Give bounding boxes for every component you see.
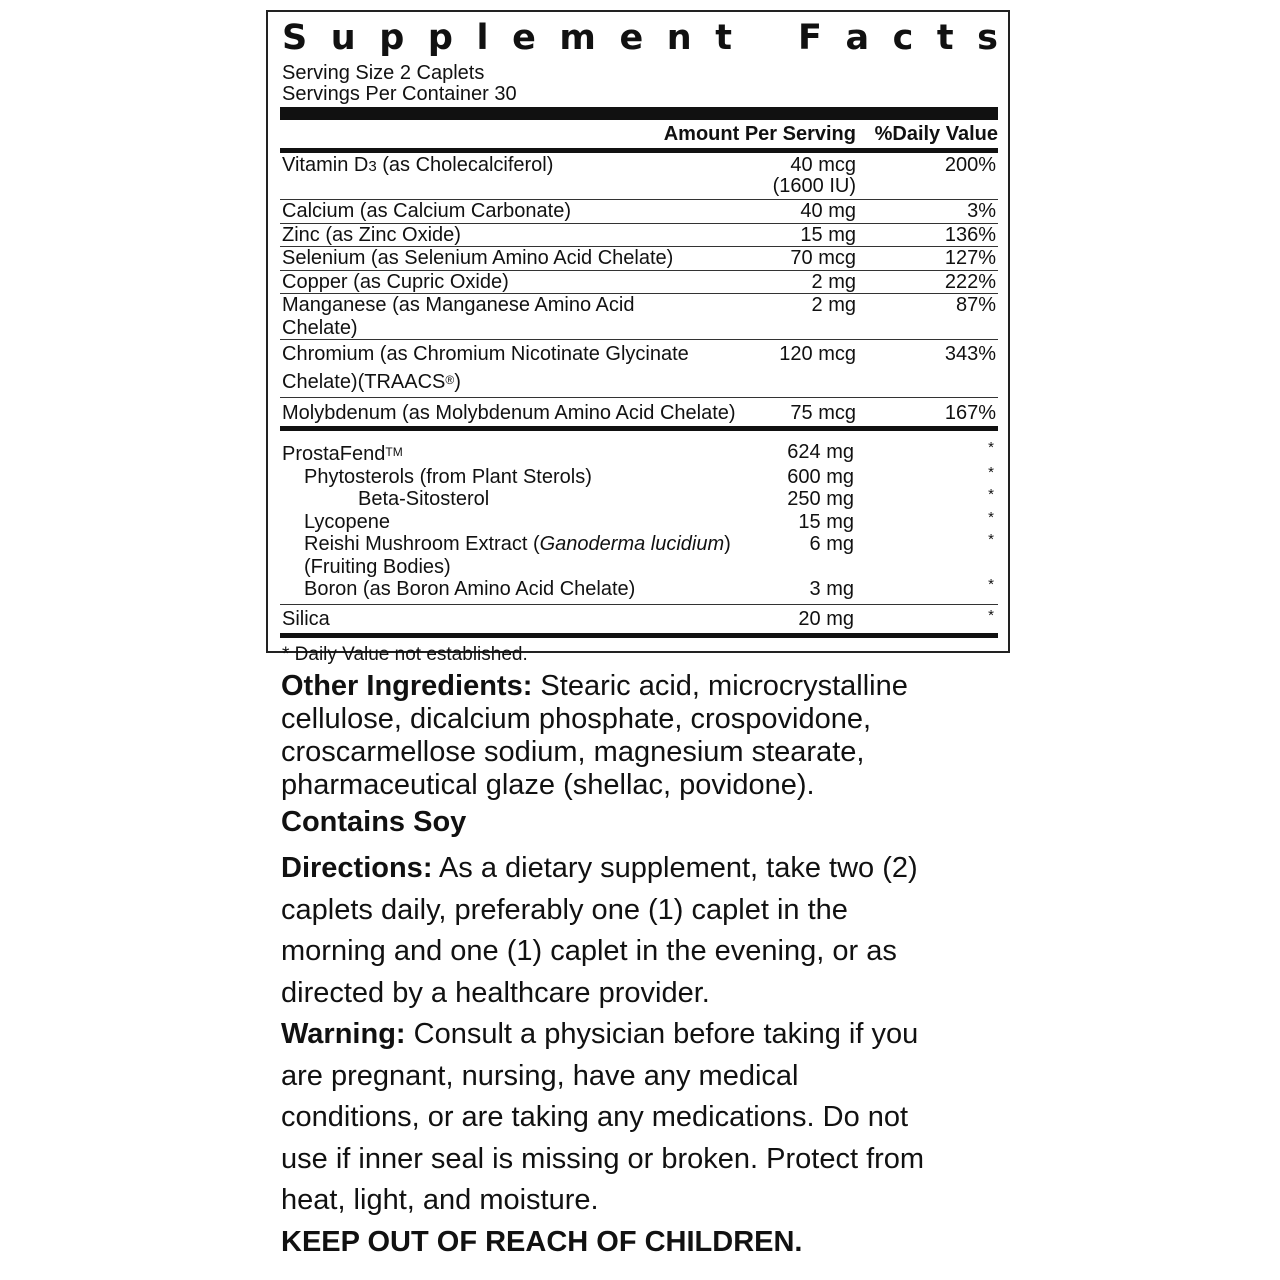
directions-and-warning <box>281 848 1001 1263</box>
blend-row <box>280 441 998 466</box>
nutrient-row <box>280 247 998 270</box>
nutrient-row-molybdenum <box>280 398 998 426</box>
nutrient-dv: 127% <box>944 247 996 269</box>
blend-sub-row <box>280 508 998 534</box>
blend-sub-amount: 6 mg <box>809 533 854 555</box>
spacer <box>280 431 998 441</box>
header-gap <box>856 120 868 148</box>
blend-sub-dv: * <box>988 463 994 481</box>
header-spacer <box>280 120 664 148</box>
name-italic: Ganoderma lucidium <box>539 533 725 555</box>
blend-sub-name: Beta-Sitosterol <box>358 488 490 510</box>
title-word-supplement <box>282 13 732 63</box>
warning-line: heat, light, and moisture. <box>281 1184 599 1216</box>
header-amount: Amount Per Serving <box>663 123 856 145</box>
title-letter: s <box>977 18 998 58</box>
blend-dv: * <box>988 439 994 456</box>
title-letter: a <box>845 18 870 58</box>
nutrient-row <box>280 224 998 247</box>
ingredients-line: cellulose, dicalcium phosphate, crospovidone, <box>281 703 872 735</box>
nutrient-name: Manganese (as Manganese Amino Acid Chelate) <box>282 294 635 339</box>
keep-out-of-reach: KEEP OUT OF REACH OF CHILDREN. <box>281 1225 803 1258</box>
divider-medium <box>280 633 998 638</box>
title-word-facts <box>798 13 998 63</box>
blend-name <box>280 441 694 466</box>
nutrient-amount: 40 mg <box>800 200 856 222</box>
blend-sub-name: Boron (as Boron Amino Acid Chelate) <box>304 578 636 600</box>
nutrient-name: Calcium (as Calcium Carbonate) <box>282 200 571 222</box>
title-letter: t <box>936 18 954 58</box>
warning-line: Consult a physician before taking if you <box>405 1018 919 1050</box>
nutrient-amount <box>696 155 856 197</box>
name-subscript: 3 <box>368 158 377 175</box>
nutrient-dv: 3% <box>967 200 996 222</box>
blend-sub-amount: 600 mg <box>787 465 854 488</box>
column-header <box>280 120 998 148</box>
title-letter: t <box>715 18 732 58</box>
warning-line: are pregnant, nursing, have any medical <box>281 1059 799 1092</box>
nutrient-row <box>280 200 998 223</box>
nutrient-dv: 87% <box>955 294 996 316</box>
trademark-mark: TM <box>385 445 403 459</box>
blend-sub-row-reishi <box>280 533 998 578</box>
nutrient-name <box>280 155 696 197</box>
directions-line: morning and one (1) caplet in the evening, or as <box>281 935 897 967</box>
title-letter: e <box>619 18 644 58</box>
blend-sub-amount: 3 mg <box>809 578 854 600</box>
nutrient-dv: 167% <box>944 402 996 424</box>
title-letter: F <box>798 18 822 58</box>
title-letter: p <box>379 18 405 58</box>
blend-sub-name <box>280 533 764 578</box>
directions-line: As a dietary supplement, take two (2) <box>432 852 918 884</box>
name-part: ProstaFend <box>282 443 386 465</box>
other-ingredients <box>281 670 1001 802</box>
name-part: (as Cholecalciferol) <box>376 154 554 176</box>
nutrient-row <box>280 294 998 339</box>
nutrient-amount: 20 mg <box>798 607 854 630</box>
title-letter: e <box>512 18 536 58</box>
blend-sub-name: Lycopene <box>304 510 390 533</box>
supplement-facts-inner <box>280 12 998 668</box>
name-part: Reishi Mushroom Extract ( <box>304 533 540 555</box>
directions-line: directed by a healthcare provider. <box>281 976 710 1009</box>
nutrient-amount: 15 mg <box>800 223 856 246</box>
nutrient-name <box>280 341 696 395</box>
panel-title <box>280 13 998 63</box>
blend-sub-dv: * <box>988 486 994 503</box>
title-letter: m <box>559 18 596 58</box>
nutrient-name: Selenium (as Selenium Amino Acid Chelate) <box>282 247 674 269</box>
amount-line: 40 mcg <box>790 154 856 176</box>
name-part: Vitamin D <box>282 154 369 176</box>
name-line: Chromium (as Chromium Nicotinate Glycinate <box>282 343 689 365</box>
nutrient-dv: 136% <box>944 223 996 246</box>
blend-sub-amount: 250 mg <box>787 488 854 510</box>
blend-sub-dv: * <box>988 531 994 548</box>
nutrient-row-vitamin-d <box>280 153 998 199</box>
divider-thick <box>280 107 998 120</box>
warning-line: conditions, or are taking any medications. Do not <box>281 1101 909 1133</box>
nutrient-amount: 70 mcg <box>790 247 856 269</box>
nutrient-amount: 120 mcg <box>779 343 856 365</box>
serving-size: Serving Size 2 Caplets <box>282 62 485 84</box>
blend-sub-dv: * <box>988 508 994 526</box>
nutrient-name: Molybdenum (as Molybdenum Amino Acid Chelate) <box>282 402 736 424</box>
header-daily-value: %Daily Value <box>874 123 998 145</box>
directions-label: Directions: <box>281 852 433 884</box>
title-letter: p <box>427 18 453 58</box>
nutrient-row-silica <box>280 605 998 633</box>
nutrient-dv: 222% <box>944 270 996 293</box>
blend-sub-amount: 15 mg <box>798 510 854 533</box>
name-part: ) <box>724 533 731 555</box>
supplement-facts-panel <box>266 10 1010 665</box>
registered-mark: ® <box>445 373 455 387</box>
warning-label: Warning: <box>281 1018 406 1050</box>
ingredients-line: pharmaceutical glaze (shellac, povidone). <box>281 769 815 801</box>
ingredients-line: croscarmellose sodium, magnesium stearate, <box>281 736 865 768</box>
nutrient-name: Silica <box>282 607 330 630</box>
warning-line: use if inner seal is missing or broken. Protect from <box>281 1142 925 1175</box>
nutrient-amount: 2 mg <box>811 270 856 293</box>
blend-sub-name: Phytosterols (from Plant Sterols) <box>304 465 592 488</box>
blend-sub-row <box>280 463 998 489</box>
blend-amount: 624 mg <box>787 441 854 463</box>
nutrient-row-chromium <box>280 340 998 397</box>
blend-sub-row <box>280 578 998 601</box>
nutrient-dv: * <box>988 606 994 624</box>
blend-sub-row <box>280 488 998 511</box>
nutrient-amount: 75 mcg <box>790 402 856 424</box>
nutrient-name: Zinc (as Zinc Oxide) <box>282 223 461 246</box>
nutrient-row <box>280 271 998 294</box>
title-letter: S <box>282 18 308 58</box>
name-line: ) <box>454 371 461 393</box>
nutrient-name: Copper (as Cupric Oxide) <box>282 270 509 293</box>
ingredients-label: Other Ingredients: <box>281 670 533 702</box>
title-letter: l <box>476 18 489 58</box>
ingredients-line: Stearic acid, microcrystalline <box>532 670 908 702</box>
title-letter: n <box>666 18 692 58</box>
name-line: (Fruiting Bodies) <box>304 555 451 578</box>
amount-line: (1600 IU) <box>772 175 856 197</box>
nutrient-dv: 343% <box>944 343 996 365</box>
title-letter: c <box>892 18 914 58</box>
servings-per-container: Servings Per Container 30 <box>282 83 517 105</box>
nutrient-amount: 2 mg <box>811 294 856 316</box>
contains-soy: Contains Soy <box>281 806 467 838</box>
title-letter: u <box>330 18 356 58</box>
directions-line: caplets daily, preferably one (1) caplet in the <box>281 893 848 926</box>
footnote: * Daily Value not established. <box>282 643 528 665</box>
nutrient-dv: 200% <box>944 154 996 176</box>
name-line: Chelate)(TRAACS <box>282 371 446 393</box>
blend-sub-dv: * <box>988 576 994 593</box>
